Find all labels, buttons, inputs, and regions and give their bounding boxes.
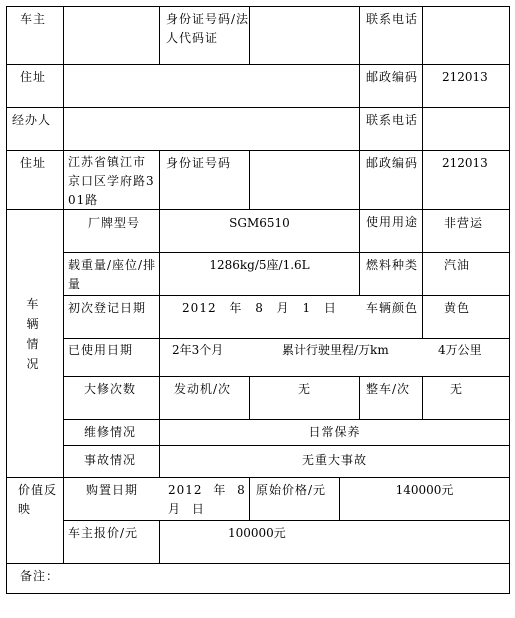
agent-label: 经办人 [12,113,52,127]
rule [63,376,510,377]
capacity-value: 1286kg/5座/1.6L [209,258,310,272]
used-value: 2年3个月 [172,343,224,357]
address-value-2: 江苏省镇江市京口区学府路301路 [68,155,155,207]
original-price-label: 原始价格/元 [256,483,327,497]
mileage-label: 累计行驶里程/万km [282,343,389,357]
purchase-value: 2012 年 8 月 日 [168,483,246,516]
maintenance-label: 维修情况 [84,425,137,439]
color-label: 车辆颜色 [366,301,419,315]
reg-date-label: 初次登记日期 [68,301,147,315]
used-label: 已使用日期 [68,343,134,357]
rule [159,520,160,563]
vehicle-section-label: 车辆情况 [26,297,40,371]
rule [6,6,510,7]
postal-label-2: 邮政编码 [366,156,419,170]
engine-value: 无 [297,382,311,396]
model-label: 厂牌型号 [88,216,141,230]
owner-quote-value: 100000元 [228,526,286,540]
rule [159,6,160,64]
rule [63,252,510,253]
owner-label: 车主 [20,12,47,26]
contact-label: 联系电话 [366,12,419,26]
rule [63,520,510,521]
whole-value: 无 [450,382,464,396]
rule [249,477,250,520]
accident-value: 无重大事故 [301,453,367,467]
whole-label: 整车/次 [366,382,411,396]
color-value: 黄色 [444,301,471,315]
repair-label: 大修次数 [84,382,137,396]
capacity-label: 载重量/座位/排量 [68,258,157,291]
rule [422,6,423,338]
rule [249,150,250,209]
rule [63,295,510,296]
use-label: 使用用途 [366,215,419,229]
rule [63,6,64,563]
rule [6,64,510,65]
rule [422,376,423,419]
maintenance-value: 日常保养 [308,425,361,439]
model-value: SGM6510 [229,216,290,230]
valuation-section-label: 价值反映 [18,483,58,516]
rule [6,593,510,594]
remarks-label: 备注： [20,569,60,583]
contact-label-2: 联系电话 [366,113,419,127]
fuel-value: 汽油 [444,258,471,272]
rule [6,6,7,594]
rule [359,6,360,295]
postal-value-2: 212013 [442,156,488,170]
rule [6,150,510,151]
fuel-label: 燃料种类 [366,258,419,272]
rule [359,376,360,419]
engine-label: 发动机/次 [174,382,232,396]
accident-label: 事故情况 [84,453,137,467]
postal-value: 212013 [442,70,488,84]
owner-quote-label: 车主报价/元 [68,526,139,540]
postal-label: 邮政编码 [366,70,419,84]
rule [6,563,510,564]
rule [63,445,510,446]
use-value: 非营运 [444,216,484,230]
rule [6,477,510,478]
id-label: 身份证号码/法人代码证 [166,12,250,45]
rule [509,6,510,594]
mileage-value: 4万公里 [438,343,482,357]
rule [63,419,510,420]
id-label-2: 身份证号码 [166,156,232,170]
purchase-label: 购置日期 [86,483,139,497]
address-label-2: 住址 [20,156,47,170]
reg-date-value: 2012 年 8 月 1 日 [182,301,337,315]
rule [63,338,510,339]
rule [6,107,510,108]
original-price-value: 140000元 [395,483,454,497]
address-label: 住址 [20,70,47,84]
